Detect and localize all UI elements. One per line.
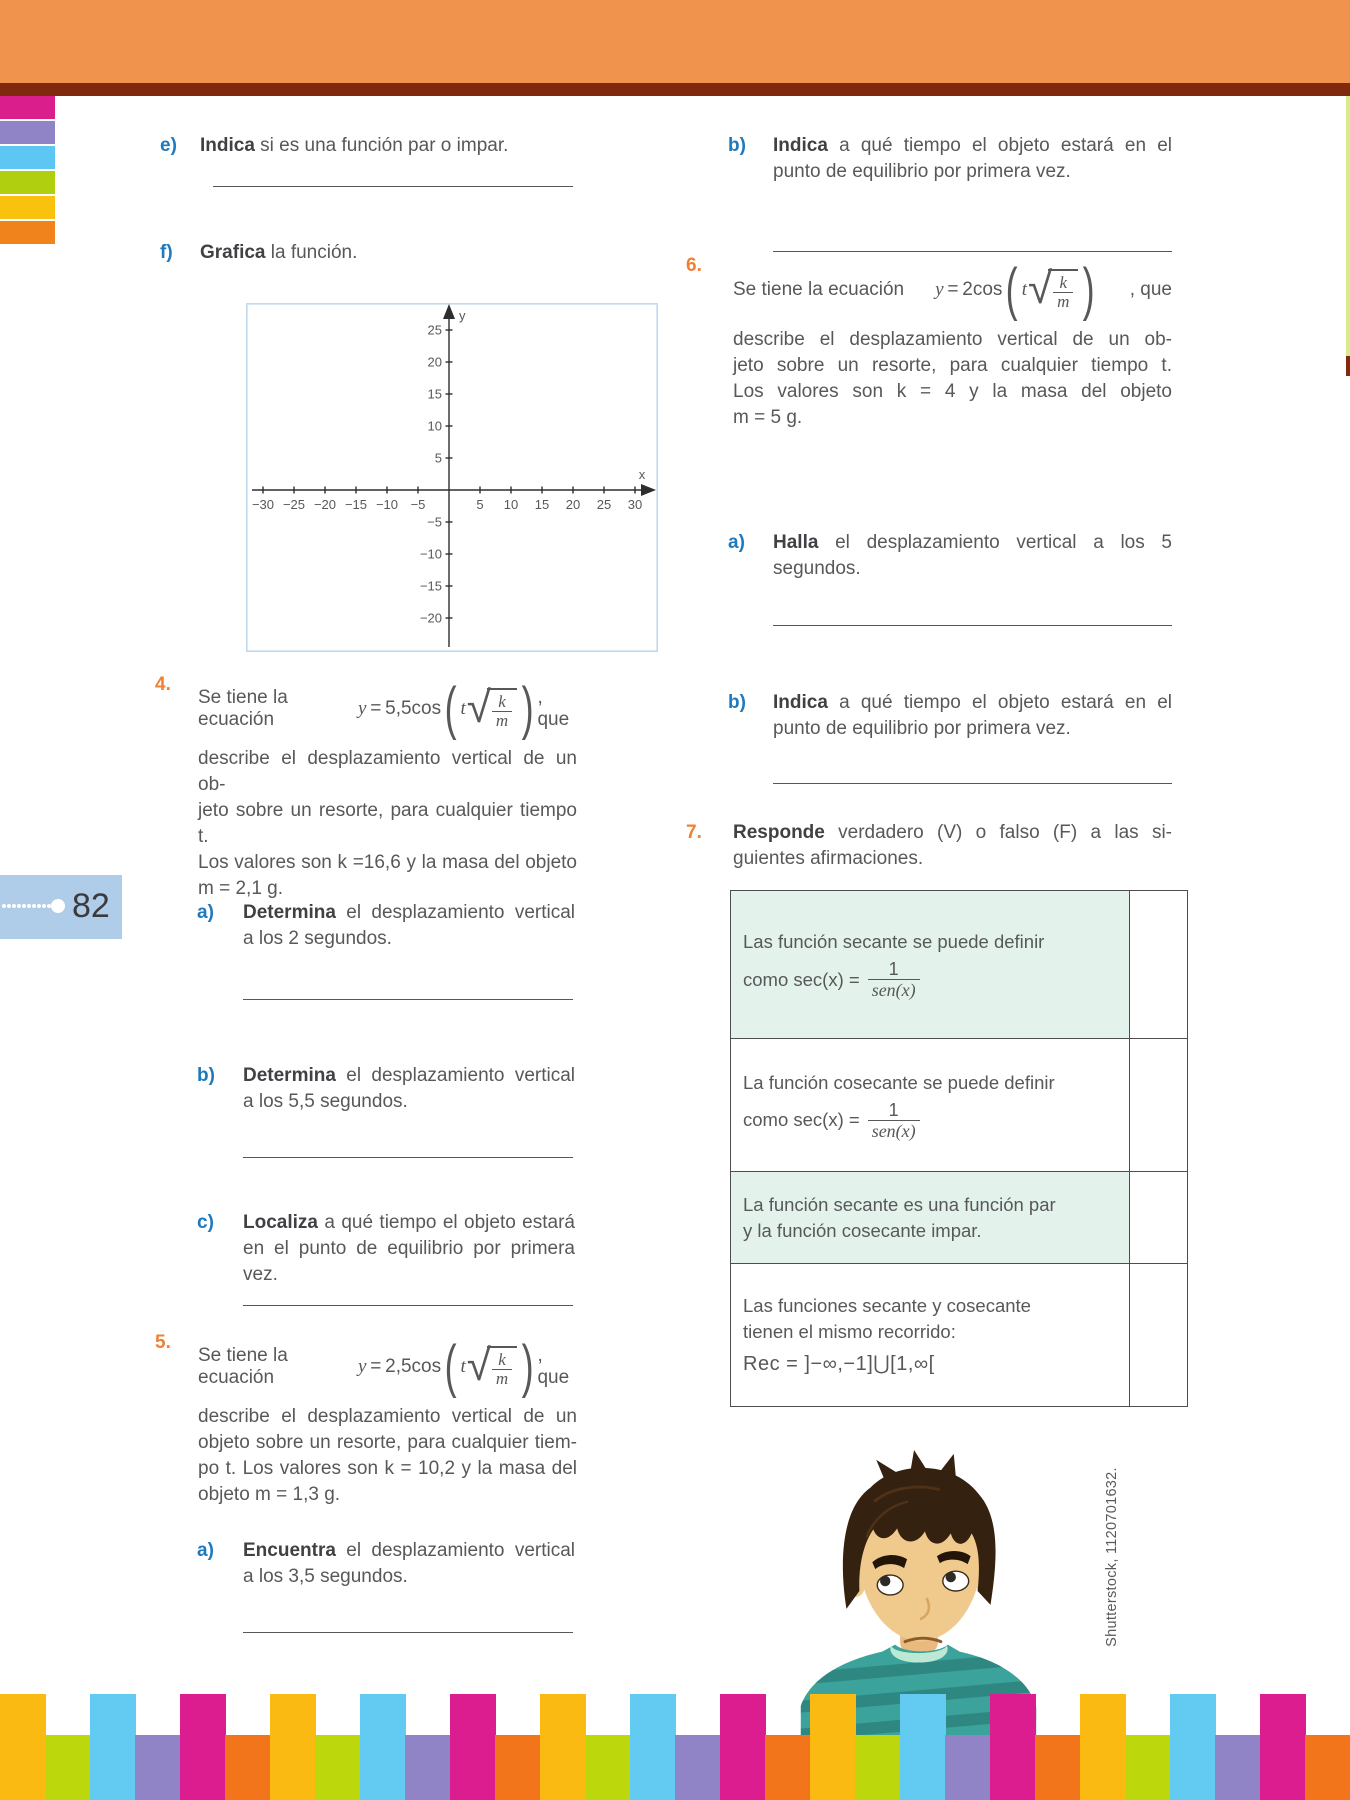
bottom-block <box>1170 1694 1216 1800</box>
axis-tick-label: 20 <box>565 497 581 512</box>
badge-dot <box>17 904 21 908</box>
axis-tick-label: y <box>459 308 466 323</box>
badge-dot <box>22 904 26 908</box>
axis-tick-label: −25 <box>282 497 306 512</box>
image-credit: Shutterstock, 1120701632. <box>1104 1467 1120 1647</box>
badge-dot <box>42 904 46 908</box>
item-4b <box>197 1063 575 1115</box>
badge-dot <box>27 904 31 908</box>
body-line: describe el desplazamiento vertical de un <box>198 1406 577 1427</box>
item-text: Determina el desplazamiento vertical a los 2 segundos. <box>243 902 575 949</box>
bottom-block <box>225 1735 271 1800</box>
item-letter: b) <box>197 1065 215 1086</box>
axis-tick-label: −20 <box>313 497 337 512</box>
bottom-block <box>315 1735 361 1800</box>
page-edge-strip <box>1346 96 1350 356</box>
axis-tick-label: 10 <box>427 418 442 434</box>
vf-answer-cell[interactable] <box>1129 1264 1187 1406</box>
sidebar-tab <box>0 221 55 244</box>
item-4c <box>197 1210 575 1288</box>
item-letter: a) <box>197 902 214 923</box>
bottom-block <box>450 1694 496 1800</box>
bottom-block <box>1080 1694 1126 1800</box>
answer-line[interactable] <box>773 251 1172 252</box>
item-6b <box>728 690 1172 742</box>
axis-tick-label: 20 <box>427 354 442 370</box>
sidebar-tab <box>0 196 55 219</box>
bottom-block <box>270 1694 316 1800</box>
item-letter: a) <box>728 532 745 553</box>
item-text: Indica a qué tiempo el objeto estará en el punto de equilibrio por primera vez. <box>773 135 1172 182</box>
axis-tick-label: 25 <box>427 322 442 338</box>
axis-tick-label: −5 <box>410 497 426 512</box>
exercise-number: 6. <box>686 255 702 276</box>
bottom-block <box>765 1735 811 1800</box>
body-line: objeto sobre un resorte, para cualquier tiem- <box>198 1432 577 1453</box>
table-row <box>731 1038 1187 1171</box>
body-line: describe el desplazamiento vertical de un ob- <box>733 329 1172 350</box>
bottom-block <box>1215 1735 1261 1800</box>
exercise-intro: Se tiene la ecuación y = 2cos ( t √ k m ) , que <box>733 257 1172 322</box>
item-text: Encuentra el desplazamiento vertical a los 3,5 segundos. <box>243 1540 575 1587</box>
vf-answer-cell[interactable] <box>1129 1172 1187 1263</box>
axis-tick-label: 25 <box>596 497 612 512</box>
equation: y = 2cos ( t √ k m ) <box>935 257 1096 322</box>
answer-line[interactable] <box>243 1632 573 1633</box>
axis-tick-label: 10 <box>503 497 519 512</box>
badge-dot <box>7 904 11 908</box>
sidebar-tab <box>0 171 55 194</box>
exercise-number: 5. <box>155 1332 171 1353</box>
item-text: Determina el desplazamiento vertical a los 5,5 segundos. <box>243 1065 575 1112</box>
sidebar-color-tabs <box>0 96 55 256</box>
vf-answer-cell[interactable] <box>1129 1039 1187 1171</box>
coordinate-plane[interactable] <box>246 303 658 652</box>
axis-tick-label: 5 <box>434 450 442 466</box>
body-line: jeto sobre un resorte, para cualquier tiempo t. <box>733 355 1172 376</box>
bottom-block <box>675 1735 721 1800</box>
body-line: po t. Los valores son k = 10,2 y la masa del <box>198 1458 577 1479</box>
exercise-intro: Se tiene la ecuación y = 5,5cos ( t √ k m ) , que <box>198 676 570 741</box>
answer-line[interactable] <box>243 1305 573 1306</box>
body-line: describe el desplazamiento vertical de un ob- <box>198 748 577 795</box>
item-letter: e) <box>160 135 177 156</box>
thinking-boy-illustration <box>790 1442 1045 1740</box>
equation: y = 2,5cos ( t √ k m ) <box>357 1334 534 1399</box>
exercise-6 <box>686 253 1172 431</box>
bottom-block <box>630 1694 676 1800</box>
statement-formula: como sec(x) = 1 sen(x) <box>743 1100 1117 1141</box>
sidebar-tab <box>0 121 55 144</box>
exercise-number: 4. <box>155 674 171 695</box>
answer-line[interactable] <box>773 783 1172 784</box>
body-line: Los valores son k = 4 y la masa del objeto <box>733 381 1172 402</box>
exercise-intro: Se tiene la ecuación y = 2,5cos ( t √ k m ) , que <box>198 1334 570 1399</box>
body-line: guientes afirmaciones. <box>733 848 924 869</box>
badge-dot <box>12 904 16 908</box>
item-text: Indica si es una función par o impar. <box>200 135 509 156</box>
item-letter: b) <box>728 135 746 156</box>
bottom-block <box>855 1735 901 1800</box>
bottom-block <box>1035 1735 1081 1800</box>
item-letter: b) <box>728 692 746 713</box>
item-text: Indica a qué tiempo el objeto estará en el punto de equilibrio por primera vez. <box>773 692 1172 739</box>
bottom-block <box>360 1694 406 1800</box>
axis-tick-label: −30 <box>251 497 275 512</box>
exercise-7 <box>686 820 1172 872</box>
bottom-block <box>1305 1735 1350 1800</box>
item-f <box>160 240 575 266</box>
axis-tick-label: x <box>638 467 646 482</box>
pupil <box>946 1572 956 1582</box>
axis-tick-label: −20 <box>419 610 442 626</box>
axis-tick-label: 15 <box>427 386 442 402</box>
answer-line[interactable] <box>243 1157 573 1158</box>
item-text: Halla el desplazamiento vertical a los 5 segundos. <box>773 532 1172 579</box>
body-line: m = 2,1 g. <box>198 878 284 899</box>
bottom-block <box>45 1735 91 1800</box>
pupil <box>880 1576 890 1586</box>
answer-line[interactable] <box>773 625 1172 626</box>
bottom-block <box>180 1694 226 1800</box>
bottom-block <box>1260 1694 1306 1800</box>
item-5a <box>197 1538 575 1590</box>
badge-dot <box>2 904 6 908</box>
axis-tick-label: 15 <box>534 497 550 512</box>
bottom-block <box>585 1735 631 1800</box>
table-row <box>731 1171 1187 1263</box>
answer-line[interactable] <box>243 999 573 1000</box>
statement-cell: La función cosecante se puede definir como sec(x) = 1 sen(x) <box>731 1039 1129 1171</box>
axis-tick-label: −15 <box>419 578 442 594</box>
body-line: Los valores son k =16,6 y la masa del objeto <box>198 852 577 873</box>
body-line: jeto sobre un resorte, para cualquier tiempo t. <box>198 800 577 847</box>
axis-tick-label: −10 <box>419 546 442 562</box>
item-letter: c) <box>197 1212 214 1233</box>
body-line: Responde verdadero (V) o falso (F) a las si- <box>733 822 1172 843</box>
axis-tick-label: 30 <box>627 497 643 512</box>
page-number: 82 <box>72 887 110 925</box>
item-6a <box>728 530 1172 582</box>
badge-dot <box>37 904 41 908</box>
axis-tick-label: −5 <box>427 514 442 530</box>
statement-cell: Las función secante se puede definir como sec(x) = 1 sen(x) <box>731 891 1129 1038</box>
badge-dot <box>32 904 36 908</box>
sidebar-tab <box>0 146 55 169</box>
bottom-block <box>135 1735 181 1800</box>
statement-formula: como sec(x) = 1 sen(x) <box>743 959 1117 1000</box>
bottom-block <box>720 1694 766 1800</box>
body-line: objeto m = 1,3 g. <box>198 1484 341 1505</box>
header-band <box>0 0 1350 83</box>
body-line: m = 5 g. <box>733 407 803 428</box>
vf-answer-cell[interactable] <box>1129 891 1187 1038</box>
table-row <box>731 891 1187 1038</box>
badge-bullet <box>51 899 65 913</box>
axis-tick-label: −10 <box>375 497 399 512</box>
item-text: Grafica la función. <box>200 242 358 263</box>
statement-cell: La función secante es una función par y la función cosecante impar. <box>731 1172 1129 1263</box>
item-e <box>160 133 575 159</box>
exercise-4 <box>155 672 577 902</box>
header-rule <box>0 83 1350 96</box>
item-4a <box>197 900 575 952</box>
page-number-badge <box>0 875 122 939</box>
sidebar-tab <box>0 96 55 119</box>
table-row <box>731 1263 1187 1406</box>
bottom-block <box>1125 1735 1171 1800</box>
item-text: Localiza a qué tiempo el objeto estará en el punto de equilibrio por primera vez. <box>243 1212 575 1285</box>
true-false-table <box>730 890 1188 1407</box>
axis-tick-label: 5 <box>476 497 484 512</box>
exercise-number: 7. <box>686 822 702 843</box>
hair-tuft <box>910 1450 928 1474</box>
axis-tick-label: −15 <box>344 497 368 512</box>
bottom-block <box>945 1735 991 1800</box>
bottom-block <box>540 1694 586 1800</box>
item-b-top <box>728 133 1172 185</box>
item-letter: f) <box>160 242 173 263</box>
bottom-block <box>90 1694 136 1800</box>
bottom-block <box>495 1735 541 1800</box>
bottom-block <box>0 1694 46 1800</box>
answer-line[interactable] <box>213 186 573 187</box>
item-letter: a) <box>197 1540 214 1561</box>
bottom-block <box>405 1735 451 1800</box>
statement-cell: Las funciones secante y cosecante tienen el mismo recorrido: Rec = ]−∞,−1]⋃[1,∞[ <box>731 1264 1129 1406</box>
page-edge-strip-tip <box>1346 356 1350 376</box>
exercise-5 <box>155 1330 577 1508</box>
equation: y = 5,5cos ( t √ k m ) <box>357 676 534 741</box>
statement-formula: Rec = ]−∞,−1]⋃[1,∞[ <box>743 1353 935 1375</box>
